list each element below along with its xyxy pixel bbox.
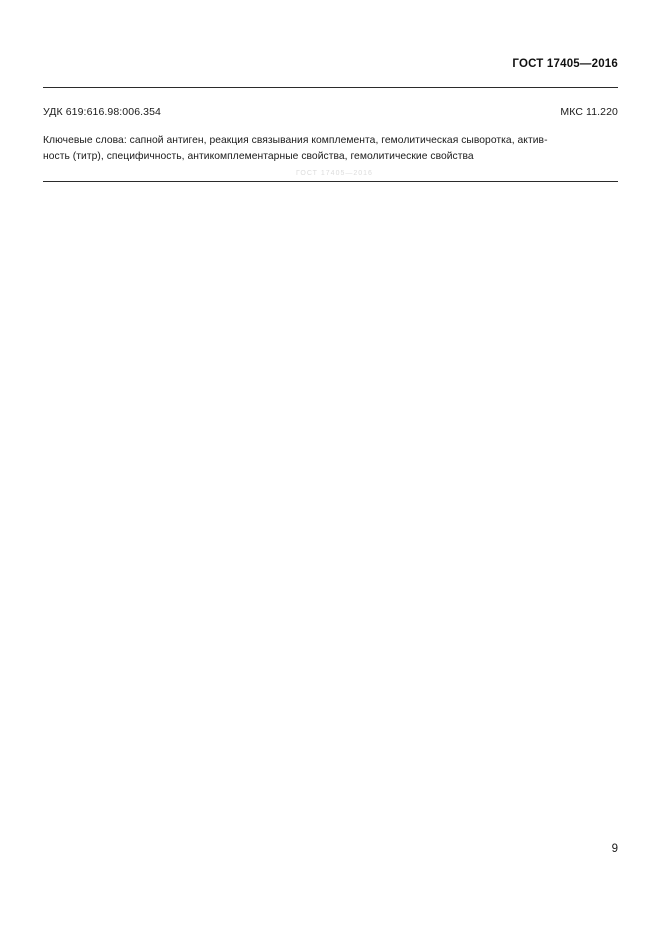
faint-watermark-text: ГОСТ 17405—2016 [296, 170, 373, 177]
keywords-line-1: Ключевые слова: сапной антиген, реакция связывания комплемента, гемолитическая сыворотка, актив- [43, 135, 548, 146]
page-number: 9 [611, 843, 618, 855]
keywords-block [43, 133, 620, 165]
header-divider-rule [43, 87, 618, 88]
keywords-line-2: ность (титр), специфичность, антикомплементарные свойства, гемолитические свойства [43, 151, 474, 162]
standard-designation-header: ГОСТ 17405—2016 [512, 58, 618, 70]
udk-classification: УДК 619:616.98:006.354 [43, 106, 161, 118]
keywords-divider-rule [43, 181, 618, 182]
mks-classification: МКС 11.220 [560, 106, 618, 118]
